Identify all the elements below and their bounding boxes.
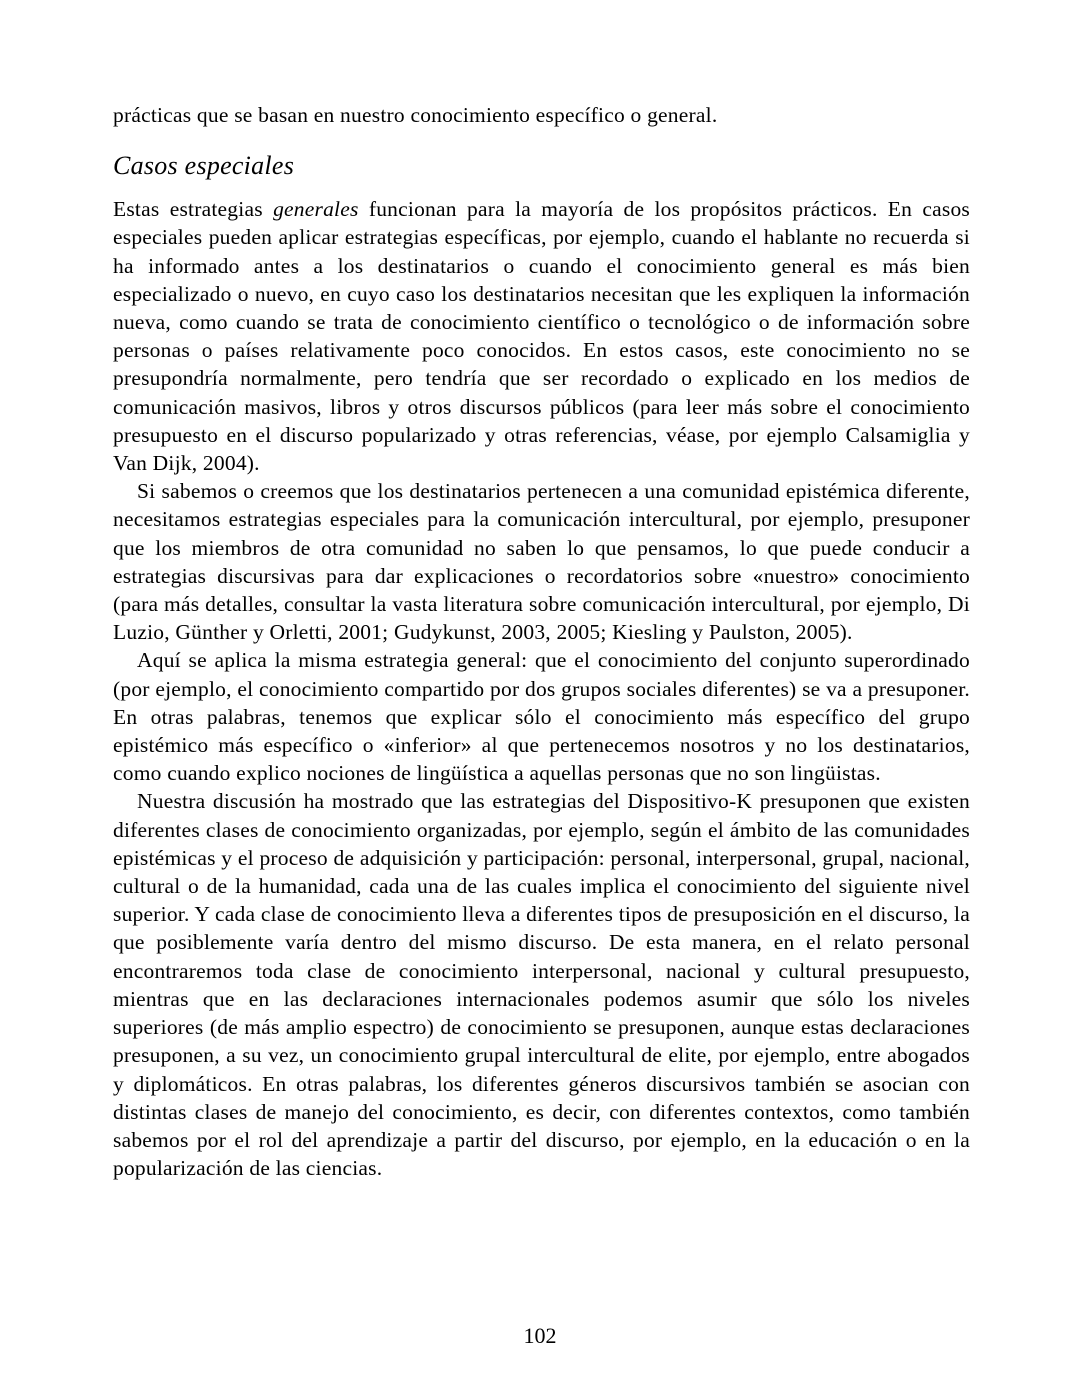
paragraph-text-rest: funcionan para la mayoría de los propósitos prácticos. En casos especiales pueden aplicar estrategias específicas, por ejemplo, cuando el hablante no recuerda si ha informado antes a los destinatarios o cuando el conocimiento general es más bien especializado o nuevo, en cuyo caso los destinatarios necesitan que les expliquen la información nueva, como cuando se trata de conocimiento científico o tecnológico o de información sobre personas o países relativamente poco conocidos. En estos casos, este conocimiento no se presupondría normalmente, pero tendría que ser recordado o explicado en los medios de comunicación masivos, libros y otros discursos públicos (para leer más sobre el conocimiento presupuesto en el discurso popularizado y otras referencias, véase, por ejemplo Calsamiglia y Van Dijk, 2004). <box>113 197 970 476</box>
paragraph-carryover: prácticas que se basan en nuestro conocimiento específico o general. <box>113 103 718 127</box>
section-heading-casos-especiales: Casos especiales <box>113 151 295 181</box>
paragraph-estas-estrategias <box>113 195 970 477</box>
page-body <box>113 101 970 1182</box>
page-number: 102 <box>523 1323 557 1348</box>
paragraph-si-sabemos: Si sabemos o creemos que los destinatarios pertenecen a una comunidad epistémica diferente, necesitamos estrategias especiales para la comunicación intercultural, por ejemplo, presuponer que los miembros de otra comunidad no saben lo que pensamos, lo que puede conducir a estrategias discursivas para dar explicaciones o recordatorios sobre «nuestro» conocimiento (para más detalles, consultar la vasta literatura sobre comunicación intercultural, por ejemplo, Di Luzio, Günther y Orletti, 2001; Gudykunst, 2003, 2005; Kiesling y Paulston, 2005). <box>113 479 970 645</box>
paragraph-aqui-se-aplica: Aquí se aplica la misma estrategia general: que el conocimiento del conjunto superordinado (por ejemplo, el conocimiento compartido por dos grupos sociales diferentes) se va a presuponer. En otras palabras, tenemos que explicar sólo el conocimiento más específico del grupo epistémico más específico o «inferior» al que pertenecemos nosotros y no los destinatarios, como cuando explico nociones de lingüística a aquellas personas que no son lingüistas. <box>113 648 970 786</box>
emphasis-generales: generales <box>273 197 359 222</box>
paragraph-text-lead: Estas estrategias <box>113 197 274 222</box>
paragraph-nuestra-discusion: Nuestra discusión ha mostrado que las estrategias del Dispositivo-K presuponen que existen diferentes clases de conocimiento organizadas, por ejemplo, según el ámbito de las comunidades epistémicas y el proceso de adquisición y participación: personal, interpersonal, grupal, nacional, cultural o de la humanidad, cada una de las cuales implica el conocimiento del siguiente nivel superior. Y cada clase de conocimiento lleva a diferentes tipos de presuposición en el discurso, la que posiblemente varía dentro del mismo discurso. De esta manera, en el relato personal encontraremos toda clase de conocimiento interpersonal, nacional y cultural presupuesto, mientras que en las declaraciones internacionales podemos asumir que sólo los niveles superiores (de más amplio espectro) de conocimiento se presuponen, aunque estas declaraciones presuponen, a su vez, un conocimiento grupal intercultural de elite, por ejemplo, entre abogados y diplomáticos. En otras palabras, los diferentes géneros discursivos también se asocian con distintas clases de manejo del conocimiento, es decir, con diferentes contextos, como también sabemos por el rol del aprendizaje a partir del discurso, por ejemplo, en la educación o en la popularización de las ciencias. <box>113 789 970 1181</box>
